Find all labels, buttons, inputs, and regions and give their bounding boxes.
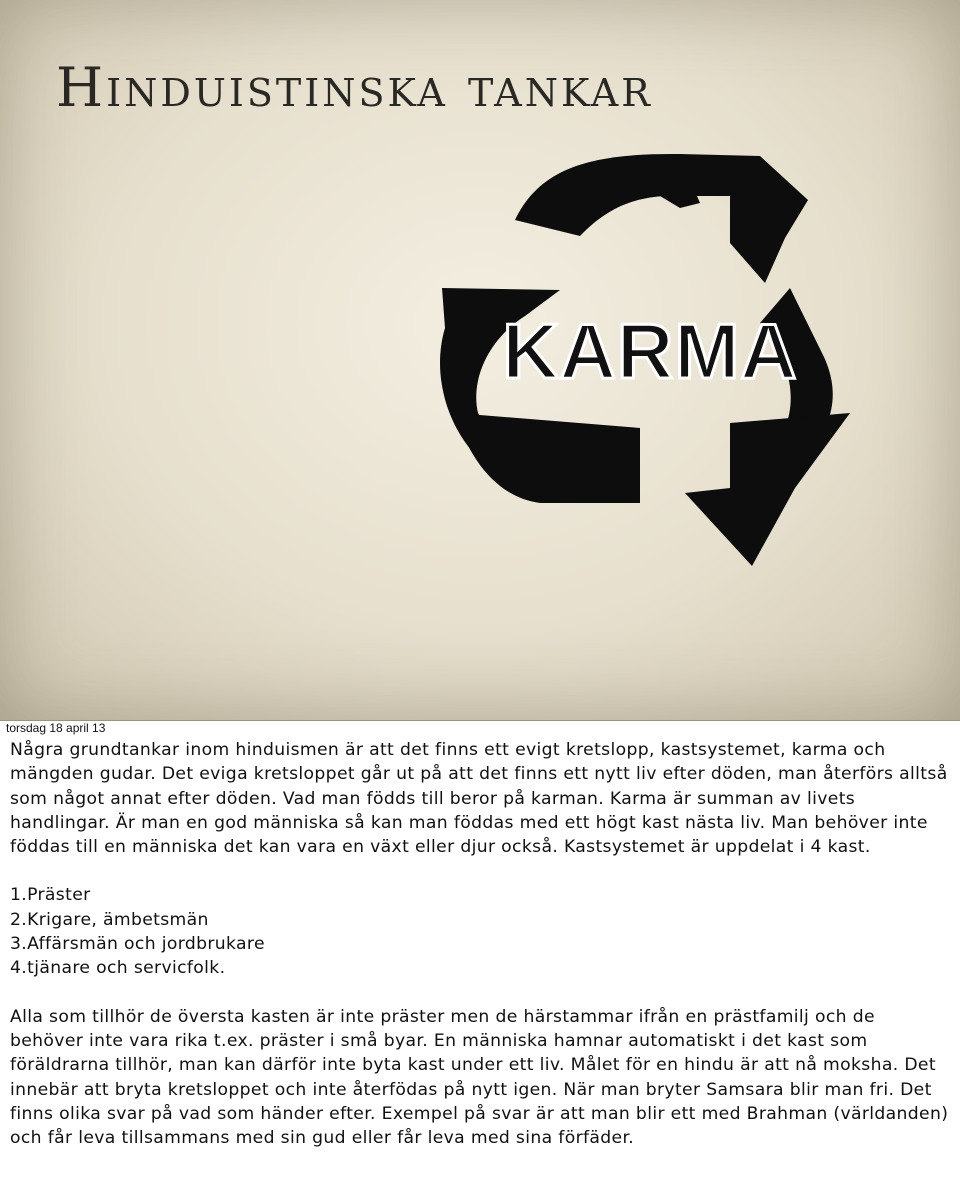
speaker-notes [10, 738, 950, 1150]
notes-outro: Alla som tillhör de översta kasten är inte präster men de härstammar ifrån en prästfamilj och de behöver inte vara rika t.ex. präster i små byar. En människa hamnar automatiskt i det kast som föräldrarna tillhör, man kan därför inte byta kast under ett liv. Målet för en hindu är att nå moksha. Det innebär att bryta kretsloppet och inte återfödas på nytt igen. När man bryter Samsara blir man fri. Det finns olika svar på vad som händer efter. Exempel på svar är att man blir ett med Brahman (världanden) och får leva tillsammans med sin gud eller får leva med sina förfäder. [10, 1006, 949, 1149]
slide-date: torsdag 18 april 13 [6, 721, 106, 735]
caste-item: 1.Präster [10, 885, 91, 906]
caste-item: 4.tjänare och servicfolk. [10, 958, 226, 979]
caste-item: 3.Affärsmän och jordbrukare [10, 934, 265, 955]
slide-title: Hinduistinska tankar [56, 56, 653, 119]
caste-item: 2.Krigare, ämbetsmän [10, 909, 209, 930]
caste-list [10, 883, 950, 980]
notes-intro: Några grundtankar inom hinduismen är att det finns ett evigt kretslopp, kastsystemet, karma och mängden gudar. Det eviga kretsloppet går ut på att det finns ett nytt liv efter döden, man återförs alltså som något annat efter döden. Vad man födds till beror på karman. Karma är summan av livets handlingar. Är man en god människa så kan man föddas med ett högt kast nästa liv. Man behöver inte föddas till en människa det kan vara en växt eller djur också. Kastsystemet är uppdelat i 4 kast. [10, 740, 948, 858]
karma-label: KARMA [502, 307, 798, 395]
recycle-arrows-icon [430, 148, 870, 578]
